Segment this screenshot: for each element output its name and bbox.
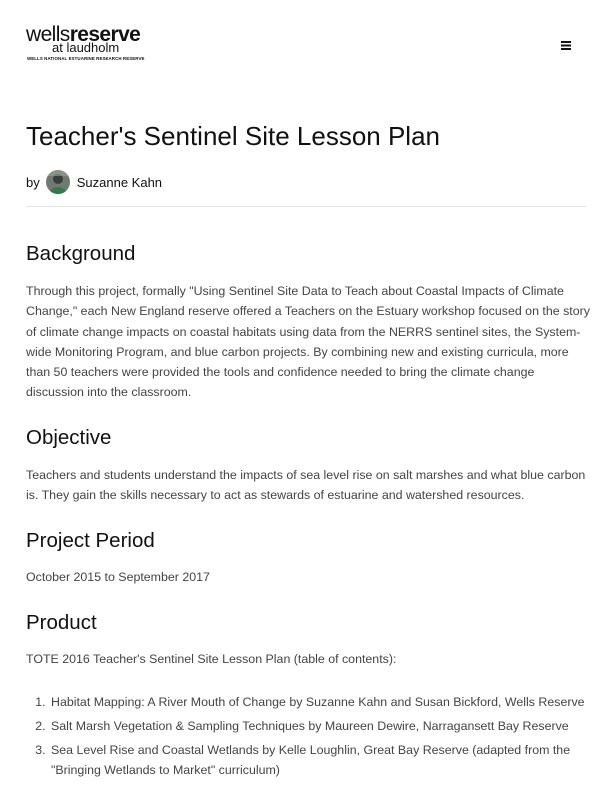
project-period-text: October 2015 to September 2017: [26, 570, 210, 584]
background-text: Through this project, formally "Using Sentinel Site Data to Teach about Coastal Impacts of Climate Change," each New England reserve offered a Teachers on the Estuary workshop focused on the story of climate change impacts on coastal habitats using data from the NERRS sentinel sites, the System-wide Monitoring Program, and blue carbon projects. By combining new and existing curricula, more than 50 teachers were provided the tools and confidence needed to bring the climate change discussion into the classroom.: [26, 284, 590, 400]
table-of-contents: [26, 692, 612, 784]
site-logo[interactable]: [26, 24, 186, 66]
author-link[interactable]: Suzanne Kahn: [76, 174, 163, 190]
section-heading-objective: Objective: [26, 426, 112, 449]
page-title: Teacher's Sentinel Site Lesson Plan: [26, 121, 440, 151]
logo-word-reserve: reserve: [69, 23, 141, 46]
hamburger-icon: [556, 36, 576, 54]
site-header: [0, 0, 612, 90]
menu-button[interactable]: [556, 36, 576, 54]
logo-word-wells: wells: [26, 23, 70, 46]
product-intro: TOTE 2016 Teacher's Sentinel Site Lesson Plan (table of contents):: [26, 652, 397, 666]
section-heading-background: Background: [26, 242, 136, 265]
avatar[interactable]: [46, 170, 70, 194]
author-photo: [46, 170, 70, 194]
list-item: 1. Habitat Mapping: A River Mouth of Change by Suzanne Kahn and Susan Bickford, Wells Reserve: [49, 692, 612, 712]
divider: [26, 206, 586, 207]
list-item: 3. Sea Level Rise and Coastal Wetlands by Kelle Loughlin, Great Bay Reserve (adapted from the "Bringing Wetlands to Market" curriculum): [49, 740, 612, 781]
section-heading-product: Product: [26, 611, 97, 634]
list-item: 2. Salt Marsh Vegetation & Sampling Techniques by Maureen Dewire, Narragansett Bay Reserve: [49, 716, 612, 736]
logo-subtitle: at laudholm: [52, 40, 120, 55]
byline-label: by: [26, 174, 40, 190]
byline: [26, 169, 162, 195]
section-heading-project-period: Project Period: [26, 529, 155, 552]
objective-text: Teachers and students understand the impacts of sea level rise on salt marshes and what blue carbon is. They gain the skills necessary to act as stewards of estuarine and watershed resources.: [26, 468, 586, 503]
logo-tagline: WELLS NATIONAL ESTUARINE RESEARCH RESERVE: [27, 56, 145, 61]
